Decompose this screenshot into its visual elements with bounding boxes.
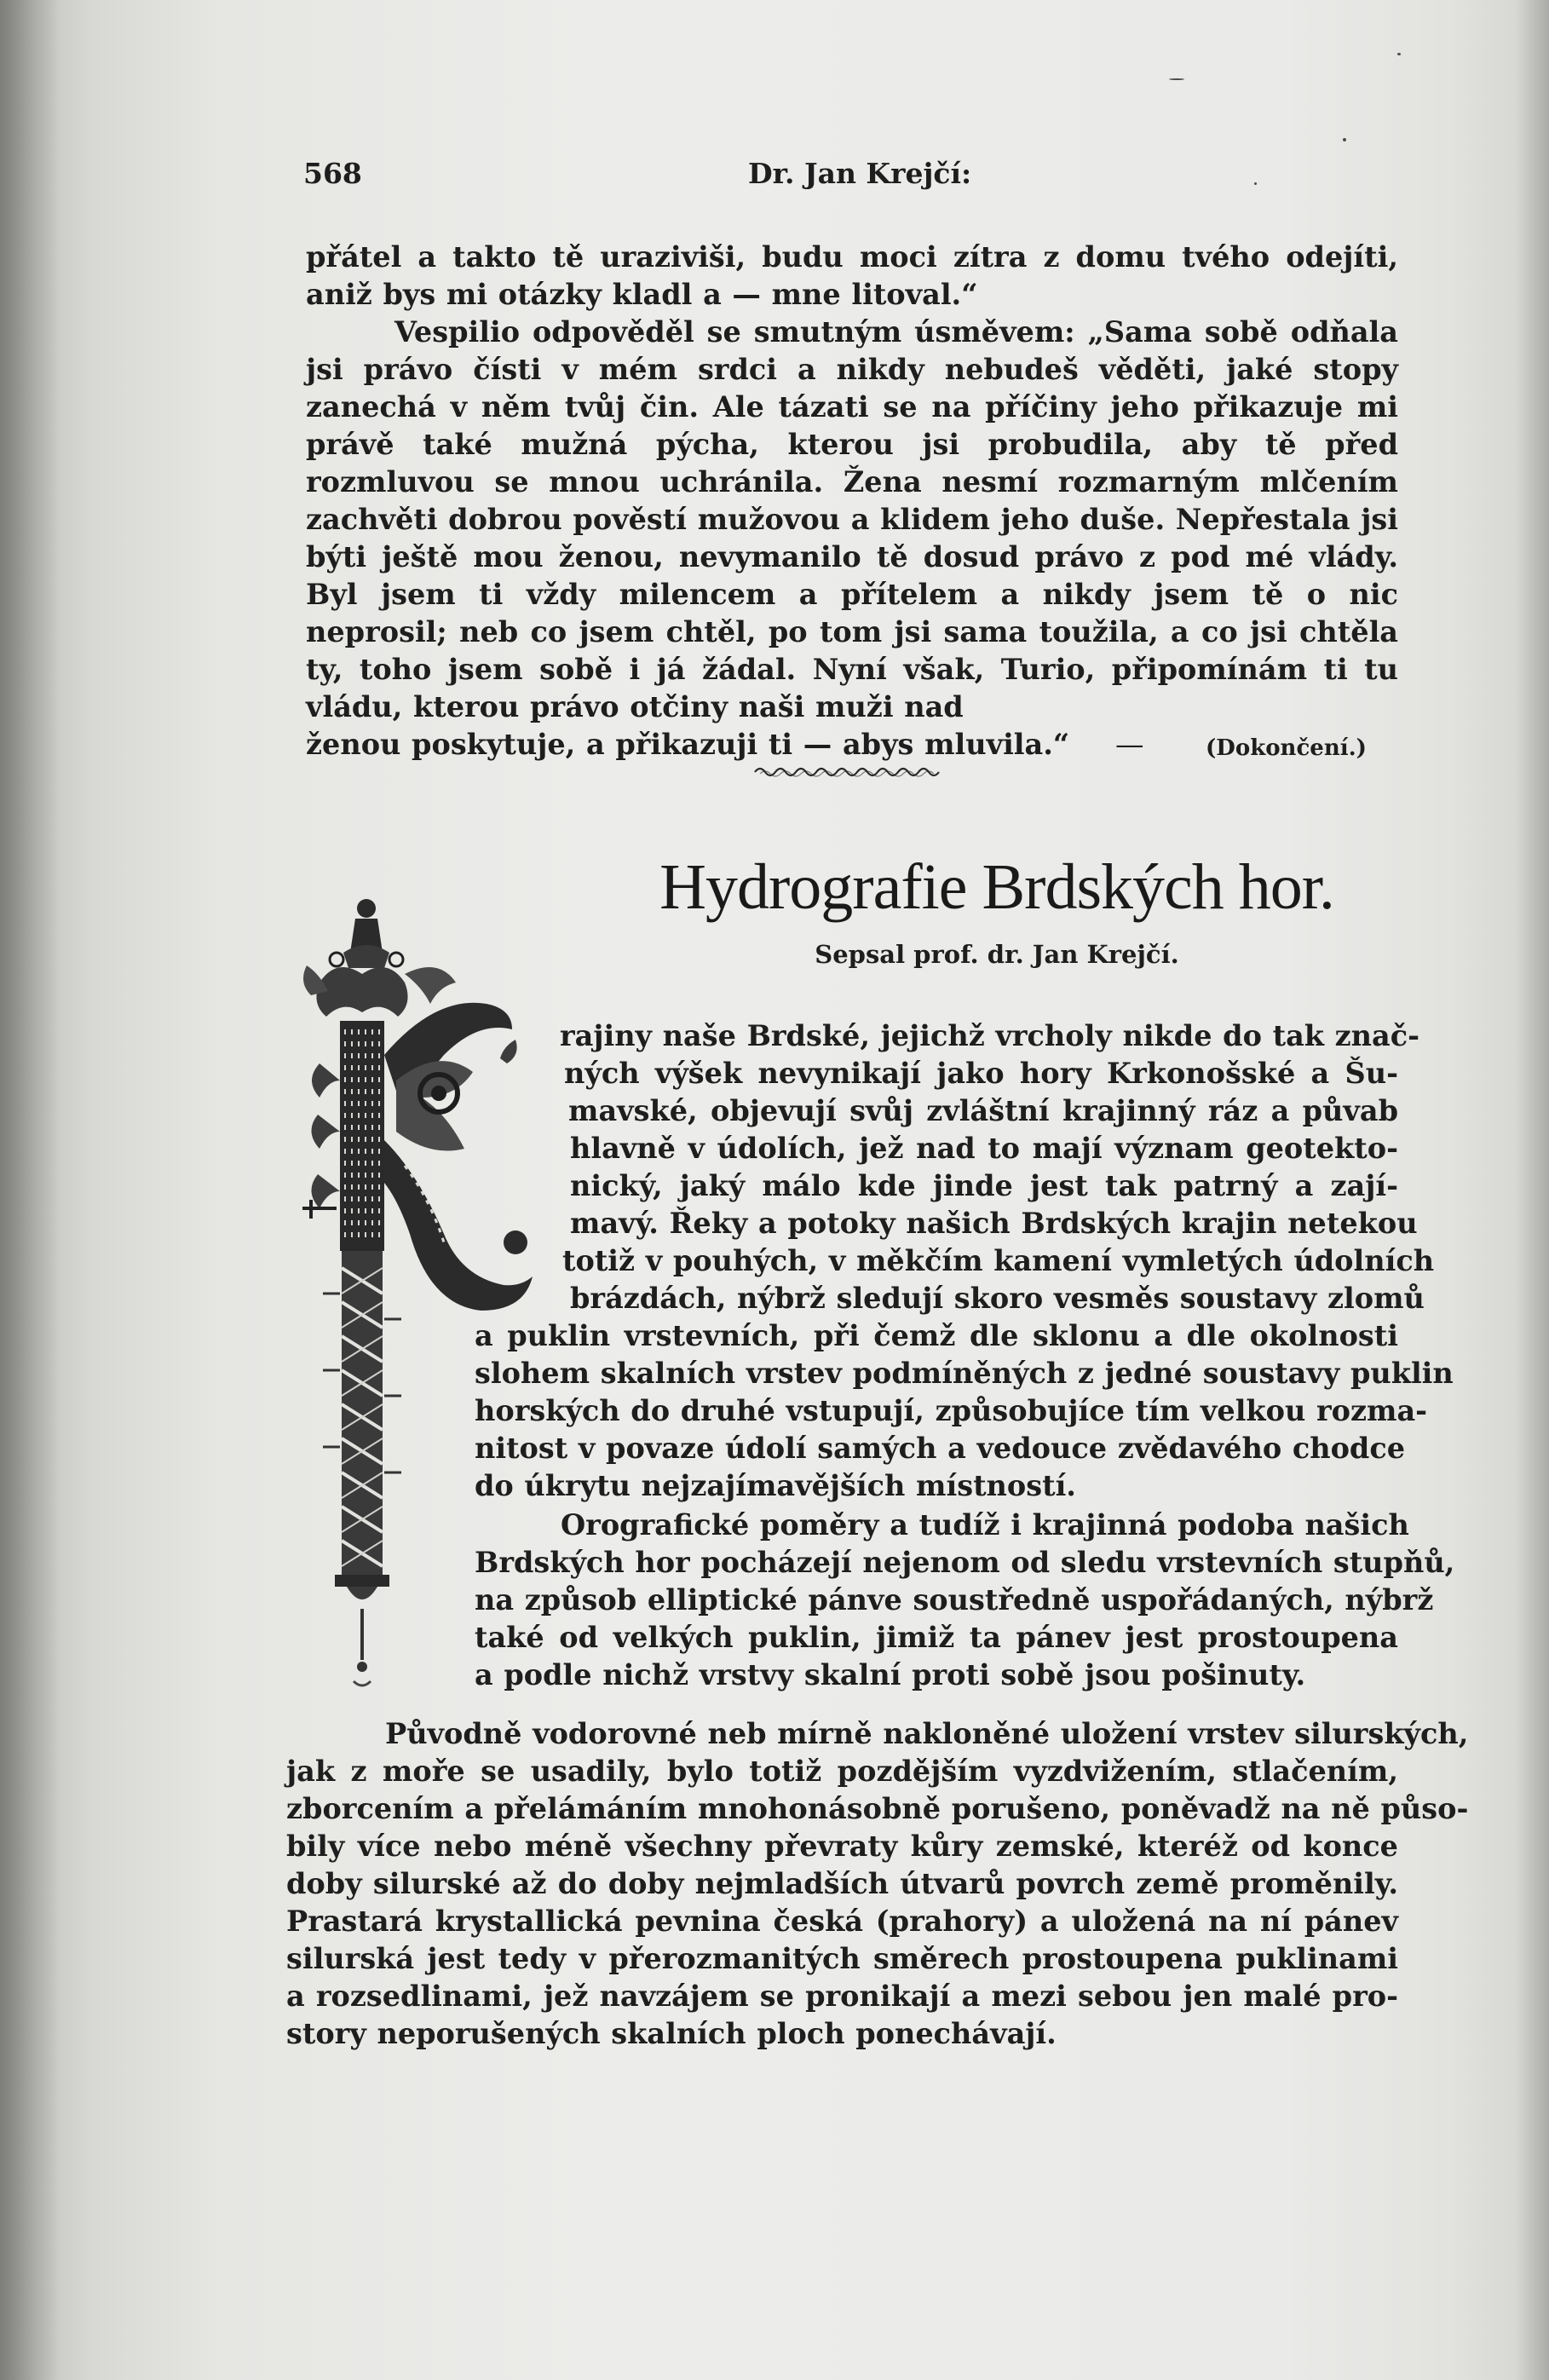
text-line: Původně vodorovné neb mírně nakloněné uložení vrstev silurských,: [385, 1717, 1469, 1750]
text-line: brázdách, nýbrž sledují skoro vesměs soustavy zlomů: [570, 1282, 1425, 1315]
text-line: Brdských hor pocházejí nejenom od sledu vrstevních stupňů,: [475, 1546, 1455, 1579]
text-line: silurská jest tedy v přerozmanitých směrech prostoupena puklinami: [286, 1942, 1398, 1975]
previous-story-paragraph: přátel a takto tě uraziviši, budu moci zítra z domu tvého odejíti, aniž bys mi otázky kladl a — mne litoval.“: [306, 240, 1398, 311]
closing-sentence: ženou poskytuje, a přikazuji ti — abys mluvila.“: [306, 728, 1070, 761]
text-line: slohem skalních vrstev podmíněných z jedné soustavy puklin: [475, 1357, 1454, 1390]
text-line: zborcením a přelámáním mnohonásobně porušeno, poněvadž na ně půso-: [286, 1792, 1469, 1825]
running-head: [303, 157, 1402, 199]
text-line: totiž v pouhých, v měkčím kamení vymletých údolních: [562, 1244, 1435, 1277]
text-line: nický, jaký málo kde jinde jest tak patrný a zají-: [570, 1169, 1398, 1202]
text-line: bily více nebo méně všechny převraty kůry zemské, kteréž od konce: [286, 1830, 1398, 1863]
text-line: a podle nichž vrstvy skalní proti sobě jsou pošinuty.: [475, 1658, 1306, 1691]
running-head-author: Dr. Jan Krejčí:: [748, 157, 972, 190]
scan-speck: [1343, 138, 1346, 141]
text-line: do úkrytu nejzajímavějších místností.: [475, 1469, 1076, 1502]
text-line: a rozsedlinami, jež navzájem se pronikají a mezi sebou jen malé pro-: [286, 1979, 1398, 2013]
text-line: Orografické poměry a tudíž i krajinná podoba našich: [561, 1508, 1409, 1542]
text-line: nitost v povaze údolí samých a vedouce zvědavého chodce: [475, 1432, 1406, 1465]
ornament-pillar: [323, 1251, 401, 1686]
text-line: horských do druhé vstupují, způsobujíce tím velkou rozma-: [475, 1394, 1428, 1427]
text-line: mavské, objevují svůj zvláštní krajinný ráz a půvab: [568, 1094, 1398, 1127]
article-byline: Sepsal prof. dr. Jan Krejčí.: [815, 940, 1179, 969]
article-intro-paragraph: [475, 1017, 1454, 1505]
text-line: mavý. Řeky a potoky našich Brdských krajin netekou: [570, 1207, 1418, 1240]
scan-speck: [1397, 53, 1401, 55]
article-title: Hydrografie Brdských hor.: [659, 851, 1334, 923]
orographic-paragraph: [475, 1507, 1455, 1694]
scan-speck: [1169, 78, 1184, 80]
text-line: jak z moře se usadily, bylo totiž pozdějším vyzdvižením, stlačením,: [286, 1755, 1398, 1788]
page-number: 568: [303, 157, 362, 190]
text-line: na způsob elliptické pánve soustředně uspořádaných, nýbrž: [475, 1583, 1434, 1616]
closing-dash: —: [1115, 728, 1144, 761]
text-line: hlavně v údolích, jež nad to mají význam geotekto-: [570, 1132, 1398, 1165]
text-line: Prastará krystallická pevnina česká (prahory) a uložená na ní pánev: [286, 1905, 1398, 1938]
page-edge-shadow: [1515, 0, 1549, 2380]
wavy-divider-ornament: [753, 762, 941, 779]
previous-story-closing-line: [306, 726, 1398, 764]
text-line: a puklin vrstevních, při čemž dle sklonu a dle okolnosti: [475, 1319, 1398, 1352]
text-line: story neporušených skalních ploch ponechávají.: [286, 2017, 1057, 2050]
text-line: rajiny naše Brdské, jejichž vrcholy nikde do tak znač-: [560, 1019, 1420, 1052]
text-line: ných výšek nevynikají jako hory Krkonošské a Šu-: [564, 1057, 1398, 1090]
previous-story-paragraph: Vespilio odpověděl se smutným úsměvem: „Sama sobě odňala jsi právo čísti v mém srdci a nikdy nebudeš věděti, jaké stopy zanechá v něm tvůj čin. Ale tázati se na příčiny jeho přikazuje mi právě také mužná pýcha, kterou jsi probudila, aby tě před rozmluvou se mnou uchránila. Žena nesmí rozmarným mlčením zachvěti dobrou pověstí mužovou a klidem jeho duše. Nepřestala jsi býti ještě mou ženou, nevymanilo tě dosud právo z pod mé vlády. Byl jsem ti vždy milencem a přítelem a nikdy jsem tě o nic neprosil; neb co jsem chtěl, po tom jsi sama toužila, a co jsi chtěla ty, toho jsem sobě i já žádal. Nyní však, Turio, připomínám ti tu vládu, kterou právo otčiny naši muži nad: [306, 315, 1398, 723]
binding-gutter-shadow: [0, 0, 60, 2380]
text-line: také od velkých puklin, jimiž ta pánev jest prostoupena: [475, 1621, 1398, 1654]
text-line: doby silurské až do doby nejmladších útvarů povrch země proměnily.: [286, 1867, 1398, 1900]
hydrography-paragraph: [286, 1715, 1469, 2053]
ornament-crown-figure: [303, 899, 456, 1017]
concluded-note: (Dokončení.): [1206, 735, 1367, 761]
previous-story-ending: [306, 239, 1398, 764]
